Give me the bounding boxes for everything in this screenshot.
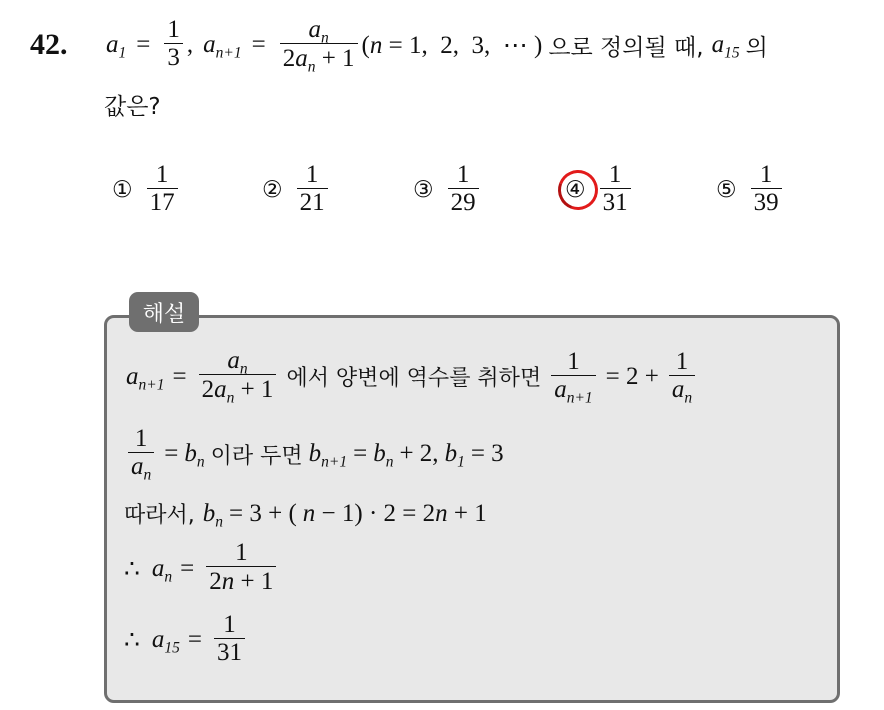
solution-badge: 해설 <box>129 292 199 332</box>
choice-fraction: $\frac{1}{17}$ <box>147 162 178 218</box>
solution-line-1: $a_{n+1}$ = $\frac{a_n}{2a_n + 1}$ 에서 양변에 역수를 취하면 $\frac{1}{a_{n+1}}$ = 2 + $\frac{1}{a_n}$ <box>126 348 699 405</box>
equals-sign: = <box>136 31 151 58</box>
choice-2[interactable] <box>262 162 332 218</box>
a1-fraction: $\frac{1}{3}$ <box>164 17 183 73</box>
question-stem-line1: $a_1$ = $\frac{1}{3}$ , $a_{n+1}$ = $\frac{a_n}{2a_n + 1}$ (n = 1, 2, 3, ⋯ ) 으로 정의될 때, $a_{15}$ 의 <box>106 15 768 76</box>
choice-number: ① <box>112 177 133 203</box>
choice-number: ② <box>262 177 283 203</box>
a1-term: $a_1$ <box>106 31 127 62</box>
solution-line-2: $\frac{1}{a_n}$ = $b_n$ 이라 두면 $b_{n+1}$ = $b_n$ + 2, $b_1$ = 3 <box>124 426 510 482</box>
a15-term: $a_{15}$ <box>711 31 740 62</box>
choice-1[interactable] <box>112 162 182 218</box>
solution-line-3: 따라서, $b_n$ = 3 + ( n − 1) · 2 = 2 n + 1 <box>124 499 487 530</box>
choice-fraction: $\frac{1}{39}$ <box>751 162 782 218</box>
choice-number: ⑤ <box>716 177 737 203</box>
solution-text-therefore: 따라서, <box>124 503 195 528</box>
solution-line-4: ∴ $a_n$ = $\frac{1}{2n + 1}$ <box>124 540 280 597</box>
recurrence-fraction: $\frac{a_n}{2a_n + 1}$ <box>280 17 358 74</box>
choice-5[interactable] <box>716 162 786 218</box>
solution-text-reciprocal: 에서 양변에 역수를 취하면 <box>286 366 542 391</box>
choice-number: ④ <box>565 177 586 203</box>
question-text-1: 으로 정의될 때, <box>548 34 704 61</box>
choice-fraction: $\frac{1}{21}$ <box>297 162 328 218</box>
choice-4[interactable] <box>565 162 635 218</box>
question-number: 42. <box>30 28 68 61</box>
question-text-3: 값은? <box>104 94 161 120</box>
choice-3[interactable] <box>413 162 483 218</box>
solution-line-5: ∴ $a_{15}$ = $\frac{1}{31}$ <box>124 612 249 668</box>
index-range: (n = 1, 2, 3, ⋯ ) <box>361 32 543 59</box>
choice-fraction: $\frac{1}{31}$ <box>600 162 631 218</box>
solution-text-substitute: 이라 두면 <box>210 443 303 469</box>
choice-fraction: $\frac{1}{29}$ <box>448 162 479 218</box>
choice-number: ③ <box>413 177 434 203</box>
an1-term: $a_{n+1}$ <box>203 31 242 62</box>
question-text-2: 의 <box>745 34 768 61</box>
answer-circle-mark <box>551 163 604 216</box>
